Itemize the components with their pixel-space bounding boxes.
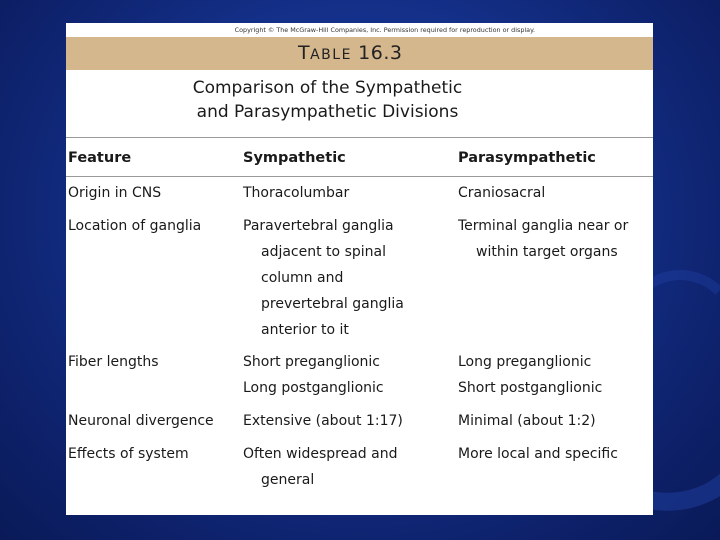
table-cell-feature: Effects of system [68,446,189,462]
table-number-label [298,37,402,70]
table-label-initial: T [298,42,311,64]
table-label-smallcaps: ABLE [310,47,352,63]
table-number: 16.3 [358,42,403,64]
table-cell-parasympathetic: Long preganglionic Short postganglionic [458,354,603,396]
column-header-parasympathetic: Parasympathetic [458,150,596,166]
table-cell-sympathetic: Often widespread and general [243,446,398,488]
table-heading-line-1: Comparison of the Sympathetic [192,78,463,98]
header-top-rule [66,137,653,138]
table-cell-sympathetic: Extensive (about 1:17) [243,413,403,429]
table-heading [66,76,653,124]
table-figure-card [66,23,653,515]
table-cell-parasympathetic: More local and specific [458,446,618,462]
column-header-sympathetic: Sympathetic [243,150,346,166]
table-cell-feature: Fiber lengths [68,354,159,370]
table-cell-feature: Location of ganglia [68,218,202,234]
table-cell-sympathetic: Thoracolumbar [243,185,350,201]
table-title-bar [66,37,653,70]
table-cell-feature: Neuronal divergence [68,413,214,429]
table-cell-sympathetic: Paravertebral ganglia adjacent to spinal column and prevertebral ganglia anterior to it [243,218,404,338]
copyright-notice: Copyright © The McGraw-Hill Companies, Inc. Permission required for reproduction or display. [234,26,535,34]
table-cell-feature: Origin in CNS [68,185,162,201]
table-cell-sympathetic: Short preganglionic Long postganglionic [243,354,384,396]
column-header-feature: Feature [68,150,132,166]
table-cell-parasympathetic: Craniosacral [458,185,546,201]
table-cell-parasympathetic: Minimal (about 1:2) [458,413,596,429]
header-bottom-rule [66,176,653,177]
table-cell-parasympathetic: Terminal ganglia near or within target organs [458,218,629,260]
table-heading-line-2: and Parasympathetic Divisions [196,102,459,122]
